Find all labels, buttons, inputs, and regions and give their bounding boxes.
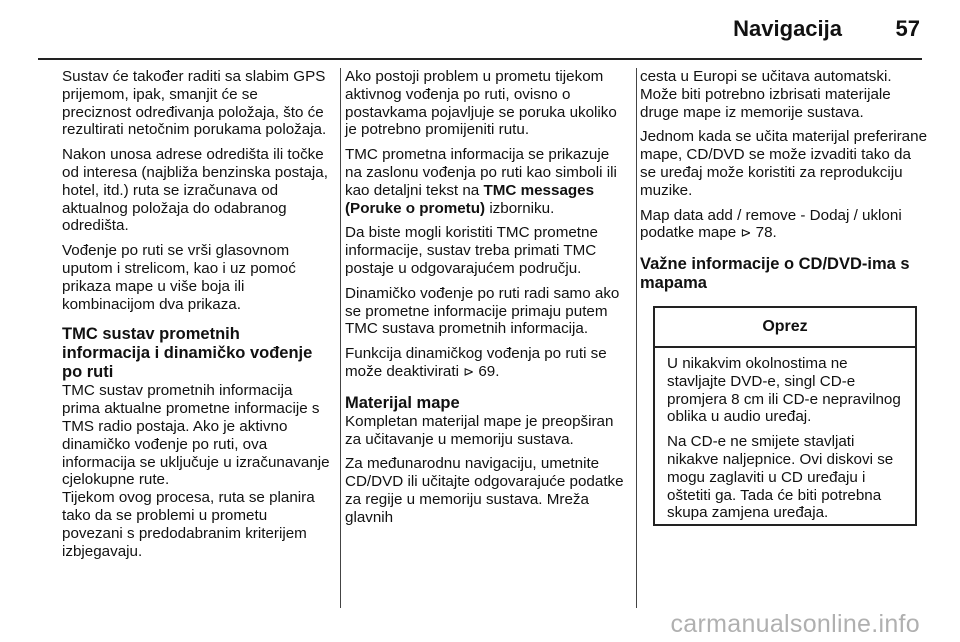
watermark: carmanualsonline.info bbox=[670, 610, 920, 638]
paragraph: Dinamičko vođenje po ruti radi samo ako se prometne informacije primaju putem TMC sustava prometnih informacija. bbox=[345, 284, 620, 338]
page-title: Navigacija bbox=[733, 16, 842, 41]
page-reference[interactable]: 69. bbox=[478, 362, 500, 380]
column-divider bbox=[636, 68, 637, 608]
paragraph bbox=[640, 207, 930, 244]
paragraph-text: Funkcija dinamičkog vođenja po ruti se može deaktivirati bbox=[345, 345, 607, 380]
paragraph-text: TMC sustav prometnih informacija prima aktualne prometne informacije s TMS radio postaja. Ako je aktivno dinamičko vođenje po ruti, ova informacija se uključuje u izračunavanje cjelokupne rute. bbox=[62, 382, 330, 489]
caution-box bbox=[653, 306, 917, 526]
paragraph: Ako postoji problem u prometu tijekom aktivnog vođenja po ruti, ovisno o postavkama pojavljuje se poruka ukoliko je potrebno promijeniti rutu. bbox=[345, 68, 617, 139]
paragraph: cesta u Europi se učitava automatski. Može biti potrebno izbrisati materijale druge mape iz memorije sustava. bbox=[640, 68, 892, 121]
section-heading: Važne informacije o CD/DVD-ima s mapama bbox=[640, 255, 910, 293]
paragraph-text: Tijekom ovog procesa, ruta se planira tako da se problemi u prometu povezani s predodabranim kriterijem izbjegavaju. bbox=[62, 489, 315, 560]
paragraph-text: izborniku. bbox=[489, 199, 555, 217]
column-divider bbox=[340, 68, 341, 608]
paragraph: Da biste mogli koristiti TMC prometne informacije, sustav treba primati TMC postaje u odgovarajućem području. bbox=[345, 224, 598, 277]
paragraph: Sustav će također raditi sa slabim GPS prijemom, ipak, smanjit će se preciznost određivanja položaja, što će rezultirati netočnim porukama položaja. bbox=[62, 68, 327, 139]
paragraph-text: TMC prometna informacija se prikazuje na zaslonu vođenja po ruti kao simboli ili kao detaljni tekst na bbox=[345, 146, 617, 199]
column-2 bbox=[345, 68, 627, 534]
page-reference[interactable]: 78. bbox=[755, 224, 777, 242]
page-number: 57 bbox=[895, 16, 920, 41]
paragraph bbox=[345, 345, 627, 382]
paragraph: Jednom kada se učita materijal preferirane mape, CD/DVD se može izvaditi tako da se uređaj može koristiti za reprodukciju muzike. bbox=[640, 128, 928, 199]
paragraph bbox=[62, 382, 330, 560]
menu-name: TMC messages (Poruke o prometu) bbox=[345, 181, 595, 217]
header-rule bbox=[38, 58, 922, 60]
paragraph: Na CD-e ne smijete stavljati nikakve naljepnice. Ovi diskovi se mogu zaglaviti u CD uređaju i oštetiti ga. Tada će biti potrebna skupa zamjena uređaja. bbox=[667, 433, 894, 522]
paragraph: Kompletan materijal mape je preopširan za učitavanje u memoriju sustava. bbox=[345, 412, 614, 448]
paragraph: Vođenje po ruti se vrši glasovnom uputom i strelicom, kao i uz pomoć prikaza mape u više boja ili kombinacijom dva prikaza. bbox=[62, 242, 296, 313]
paragraph-text: Map data add / remove - Dodaj / ukloni podatke mape bbox=[640, 206, 902, 242]
caution-body bbox=[655, 348, 915, 522]
reference-arrow-icon: ⊳ bbox=[463, 364, 475, 380]
paragraph: Nakon unosa adrese odredišta ili točke od interesa (najbliža benzinska postaja, hotel, itd.) ruta se izračunava od aktualnog položaja do odabranog odredišta. bbox=[62, 146, 328, 235]
column-3 bbox=[640, 68, 930, 293]
section-heading: Materijal mape bbox=[345, 393, 460, 412]
paragraph bbox=[345, 146, 627, 217]
paragraph: U nikakvim okolnostima ne stavljajte DVD-e, singl CD-e promjera 8 cm ili CD-e nepravilnog oblika u audio uređaj. bbox=[667, 355, 901, 426]
column-1 bbox=[62, 68, 330, 567]
caution-title: Oprez bbox=[655, 308, 915, 348]
section-heading: TMC sustav prometnih informacija i dinamičko vođenje po ruti bbox=[62, 325, 313, 382]
paragraph: Za međunarodnu navigaciju, umetnite CD/DVD ili učitajte odgovarajuće podatke za regije u memoriju sustava. Mreža glavnih bbox=[345, 455, 624, 526]
reference-arrow-icon: ⊳ bbox=[740, 226, 752, 242]
